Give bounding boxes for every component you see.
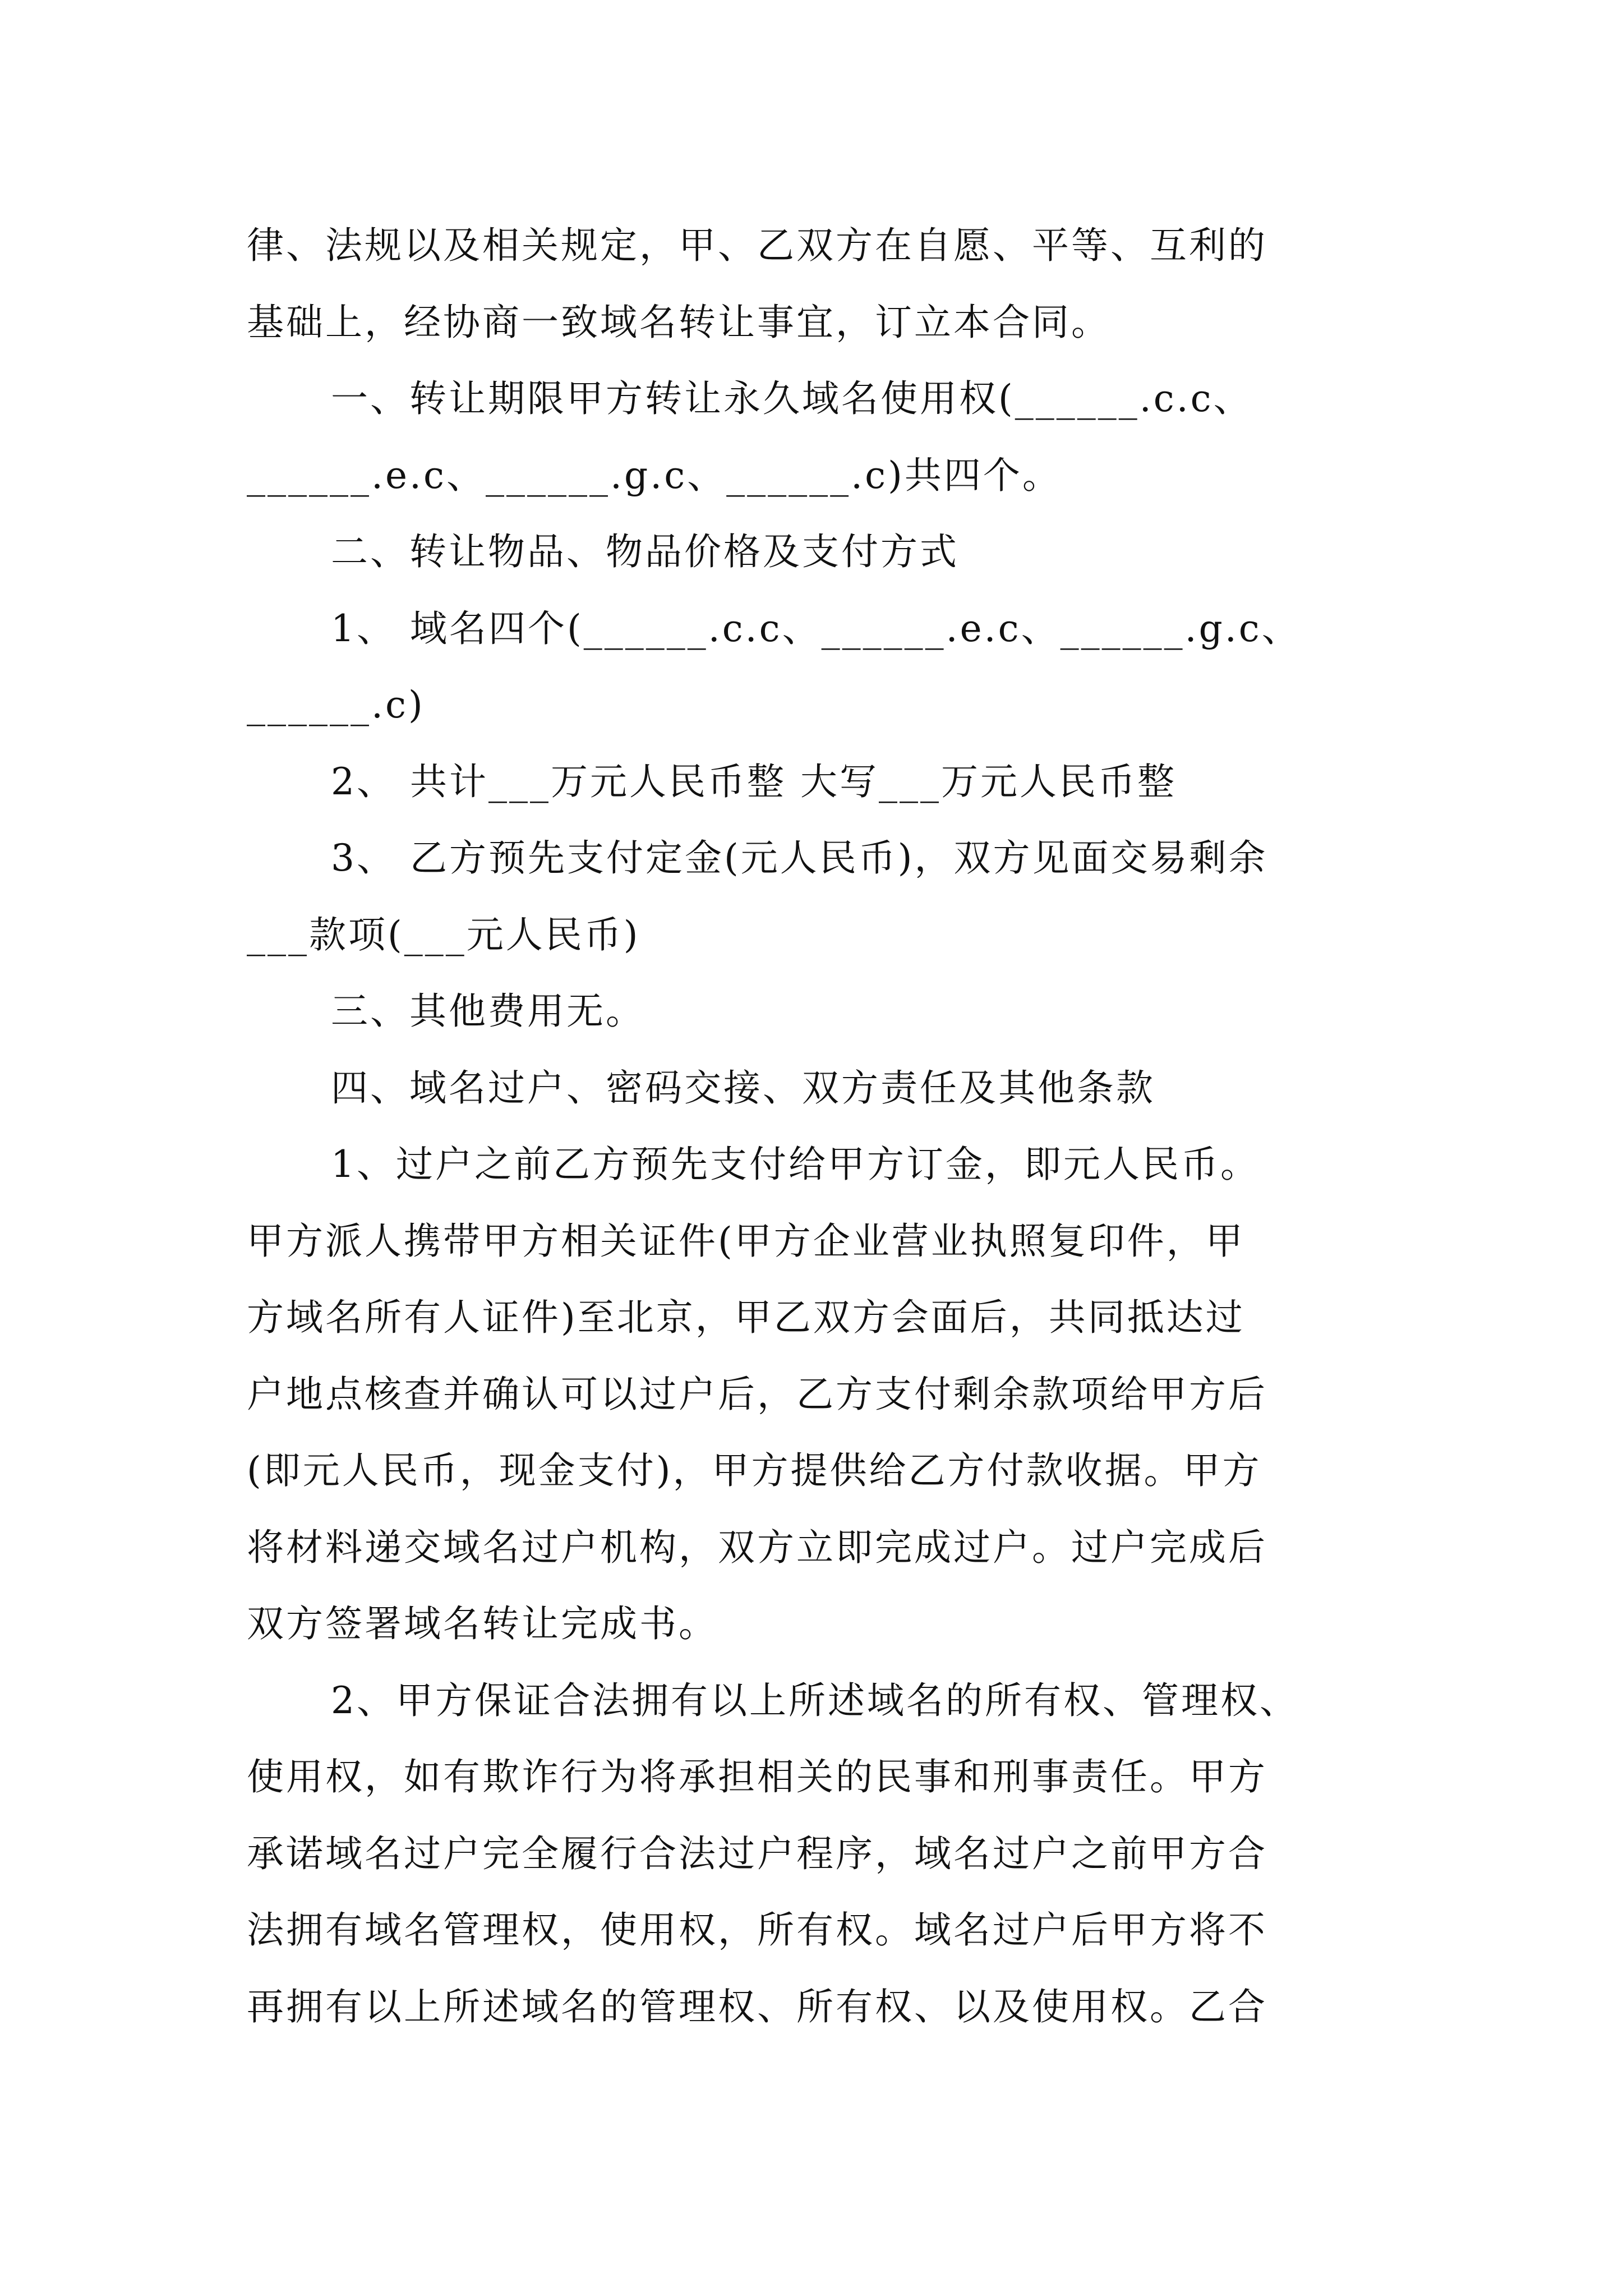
text-line: 将材料递交域名过户机构，双方立即完成过户。过户完成后: [247, 1525, 1267, 1569]
text-line: 使用权，如有欺诈行为将承担相关的民事和刑事责任。甲方: [247, 1755, 1267, 1798]
text-line: ______.e.c、______.g.c、______.c)共四个。: [247, 453, 1062, 497]
section-heading: 二、转让物品、物品价格及支付方式: [331, 530, 959, 573]
text-line: ___款项(___元人民币): [247, 913, 640, 956]
text-line: 再拥有以上所述域名的管理权、所有权、以及使用权。乙合: [247, 1985, 1267, 2028]
text-line: 基础上，经协商一致域名转让事宜，订立本合同。: [247, 300, 1110, 344]
text-line: 承诺域名过户完全履行合法过户程序，域名过户之前甲方合: [247, 1832, 1267, 1875]
text-line: 法拥有域名管理权，使用权，所有权。域名过户后甲方将不: [247, 1908, 1267, 1952]
text-line: ______.c): [247, 683, 425, 726]
section-heading: 三、其他费用无。: [331, 990, 645, 1033]
text-line: 方域名所有人证件)至北京，甲乙双方会面后，共同抵达过: [247, 1296, 1245, 1339]
section-heading: 四、域名过户、密码交接、双方责任及其他条款: [331, 1066, 1155, 1110]
text-line: 户地点核查并确认可以过户后，乙方支付剩余款项给甲方后: [247, 1372, 1267, 1416]
list-item: 2、 共计___万元人民币整 大写___万元人民币整: [331, 760, 1177, 803]
section-heading: 一、转让期限甲方转让永久域名使用权(______.c.c、: [331, 377, 1253, 420]
list-item: 3、 乙方预先支付定金(元人民币)，双方见面交易剩余: [331, 836, 1268, 880]
list-item: 1、过户之前乙方预先支付给甲方订金，即元人民币。: [331, 1143, 1260, 1186]
text-line: 甲方派人携带甲方相关证件(甲方企业营业执照复印件，甲: [247, 1219, 1245, 1263]
text-line: (即元人民币，现金支付)，甲方提供给乙方付款收据。甲方: [247, 1449, 1262, 1492]
text-line: 双方签署域名转让完成书。: [247, 1602, 718, 1645]
contract-body: [247, 208, 1385, 2045]
text-line: 律、法规以及相关规定，甲、乙双方在自愿、平等、互利的: [247, 224, 1267, 267]
list-item: 2、甲方保证合法拥有以上所述域名的所有权、管理权、: [331, 1678, 1299, 1722]
list-item: 1、 域名四个(______.c.c、______.e.c、______.g.c、: [331, 606, 1301, 650]
